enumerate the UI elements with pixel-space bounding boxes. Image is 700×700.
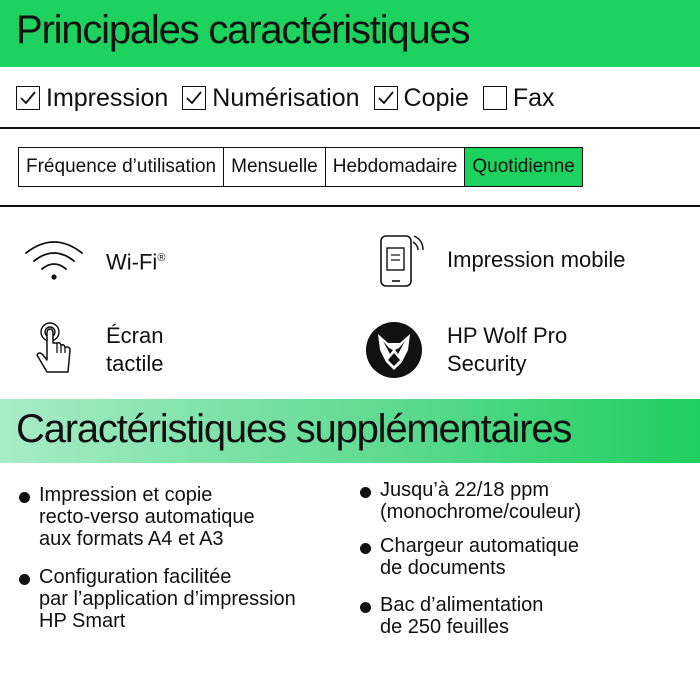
wolf-security-icon [362,318,426,382]
feature-label: Écran tactile [106,323,164,376]
bullet-icon [19,492,30,503]
function-fax [483,84,555,113]
list-item [360,479,581,523]
divider [0,205,700,207]
list-item [19,566,296,632]
usage-frequency-label: Fréquence d’utilisation [19,148,224,186]
additional-features-right-list [360,479,581,652]
additional-features-title: Caractéristiques supplémentaires [16,407,572,451]
touch-screen-icon [22,318,86,382]
main-features-title: Principales caractéristiques [16,8,470,52]
checkbox-checked-icon [16,86,40,110]
mobile-print-icon [366,228,430,292]
function-label: Numérisation [212,83,360,112]
bullet-icon [360,487,371,498]
feature-label: Impression mobile [447,247,626,272]
function-label: Copie [403,83,469,112]
feature-wifi [22,228,165,292]
usage-option-hebdomadaire: Hebdomadaire [326,148,466,186]
function-label: Impression [46,83,169,112]
checkbox-checked-icon [374,86,398,110]
list-item [19,484,296,550]
bullet-icon [360,543,371,554]
feature-label: Wi-Fi [106,249,158,275]
list-item-text: Jusqu’à 22/18 ppm (monochrome/couleur) [380,479,582,523]
function-label: Fax [512,83,555,112]
feature-touch-screen [22,318,163,382]
registered-mark: ® [157,251,166,264]
list-item [360,535,581,579]
list-item-text: Bac d’alimentation de 250 feuilles [380,594,544,638]
bullet-icon [19,574,30,585]
checkbox-checked-icon [182,86,206,110]
main-features-header [0,0,700,67]
checkbox-unchecked-icon [483,86,507,110]
function-numerisation [182,84,359,113]
functions-row [16,82,569,114]
wifi-icon [22,228,86,292]
divider [0,127,700,129]
usage-option-mensuelle: Mensuelle [224,148,326,186]
usage-option-quotidienne-selected: Quotidienne [465,148,581,186]
list-item-text: Configuration facilitée par l’application d’impression HP Smart [39,566,296,632]
list-item [360,594,581,638]
feature-label: HP Wolf Pro Security [447,323,568,376]
function-copie [374,84,469,113]
function-impression [16,84,168,113]
list-item-text: Impression et copie recto-verso automatique aux formats A4 et A3 [39,484,255,550]
list-item-text: Chargeur automatique de documents [380,535,580,579]
usage-frequency-table [18,147,583,187]
bullet-icon [360,602,371,613]
additional-features-left-list [19,484,296,646]
additional-features-header [0,399,700,463]
feature-wolf-security [362,318,567,382]
feature-mobile-print [366,228,626,292]
